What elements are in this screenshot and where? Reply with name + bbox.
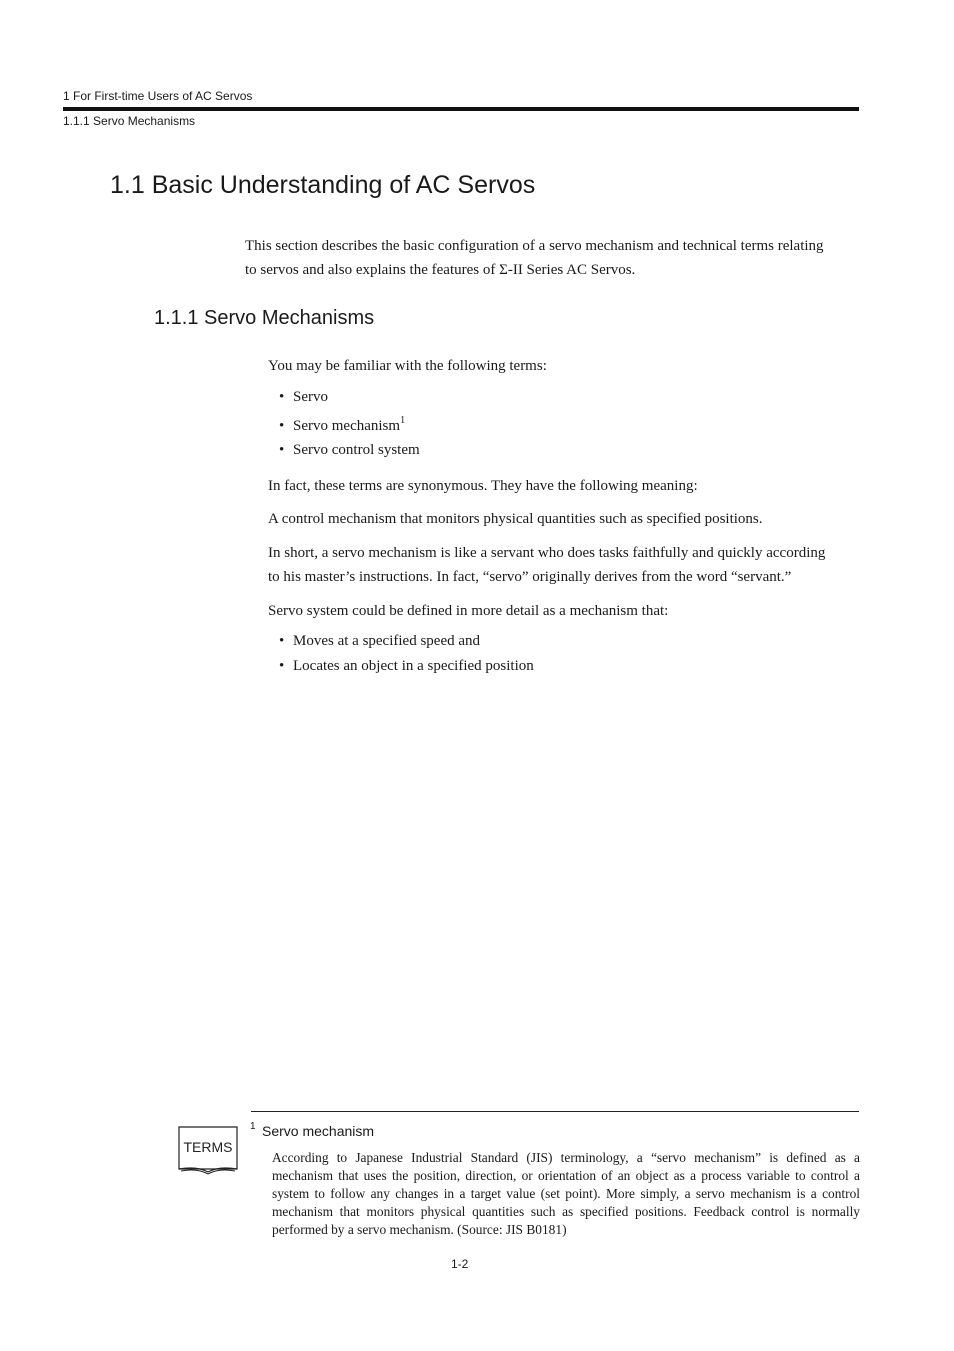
bullet-marker: •	[279, 633, 285, 649]
terms-list	[279, 389, 420, 466]
list-item-text: Servo control system	[293, 442, 420, 458]
list-item-text: Servo mechanism	[293, 418, 401, 434]
terms-icon-label: TERMS	[183, 1139, 233, 1155]
system-paragraph: Servo system could be defined in more detail as a mechanism that:	[268, 603, 669, 619]
list-item-text: Moves at a specified speed and	[293, 633, 481, 649]
footnote-rule	[251, 1111, 859, 1112]
footnote-marker: 1	[250, 1121, 256, 1132]
bullet-marker: •	[279, 442, 285, 458]
list-item-text: Locates an object in a specified position	[293, 658, 534, 674]
intro-paragraph	[245, 234, 861, 282]
lead-paragraph: You may be familiar with the following terms:	[268, 358, 547, 374]
intro-line-1: This section describes the basic configuration of a servo mechanism and technical terms relating	[245, 238, 824, 254]
list-item	[279, 658, 534, 682]
intro-line-2: to servos and also explains the features of Σ-II Series AC Servos.	[245, 262, 636, 278]
bullet-marker: •	[279, 389, 285, 405]
servant-line-1: In short, a servo mechanism is like a servant who does tasks faithfully and quickly according	[268, 545, 826, 561]
footnote-title: Servo mechanism	[262, 1123, 375, 1139]
servant-line-2: to his master’s instructions. In fact, “servo” originally derives from the word “servant.”	[268, 569, 792, 585]
running-header-chapter: 1 For First-time Users of AC Servos	[63, 89, 253, 103]
list-item	[279, 633, 534, 658]
definition-paragraph: A control mechanism that monitors physical quantities such as specified positions.	[268, 511, 763, 527]
header-rule	[63, 107, 859, 111]
synonymous-paragraph: In fact, these terms are synonymous. They have the following meaning:	[268, 478, 698, 494]
running-header-section: 1.1.1 Servo Mechanisms	[63, 114, 196, 128]
subsection-heading: 1.1.1 Servo Mechanisms	[154, 307, 375, 329]
list-item	[279, 413, 420, 442]
features-list	[279, 633, 534, 682]
book-icon	[177, 1125, 239, 1175]
servant-paragraph	[268, 541, 860, 589]
page-number: 1-2	[451, 1257, 469, 1271]
bullet-marker: •	[279, 418, 285, 434]
list-item	[279, 442, 420, 466]
footnote-reference: 1	[400, 415, 406, 426]
section-heading: 1.1 Basic Understanding of AC Servos	[110, 171, 536, 199]
footnote-text: According to Japanese Industrial Standard (JIS) terminology, a “servo mechanism” is defined as a mechanism that uses the position, direction, or orientation of an object as a process variable to control a system to follow any changes in a target value (set point). More simply, a servo mechanism is a control mechanism that monitors physical quantities such as specified positions. Feedback control is normally performed by a servo mechanism. (Source: JIS B0181)	[272, 1150, 860, 1237]
bullet-marker: •	[279, 658, 285, 674]
list-item-text: Servo	[293, 389, 328, 405]
list-item	[279, 389, 420, 413]
